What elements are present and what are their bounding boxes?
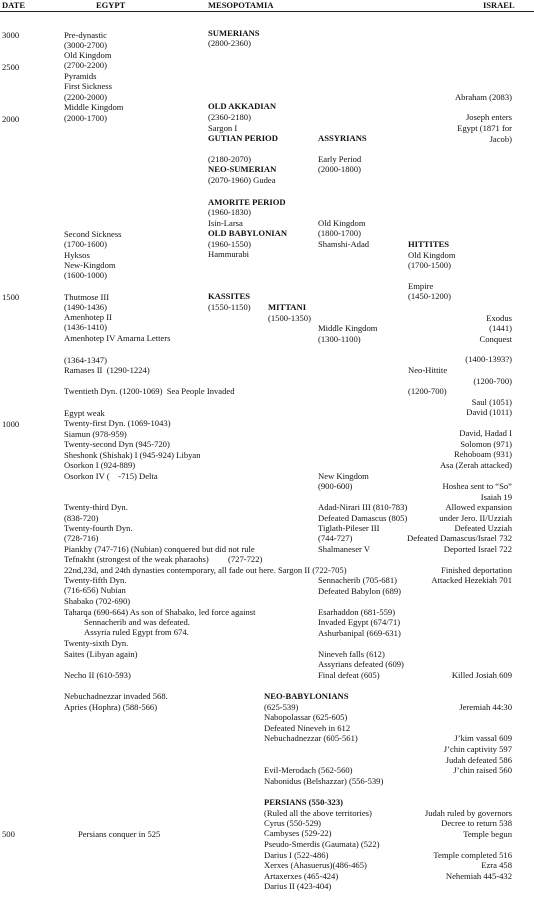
mesopotamia-entry: (2000-1800) <box>318 164 361 174</box>
israel-entry: Defeated Damascus/Israel 732 <box>407 533 512 543</box>
israel-entry: Asa (Zerah attacked) <box>439 460 512 470</box>
mesopotamia-entry: (727-722) <box>228 554 263 564</box>
egypt-entry: Necho II (610-593) <box>64 670 131 680</box>
egypt-entry: Middle Kingdom <box>64 102 124 112</box>
mesopotamia-entry: AMORITE PERIOD <box>208 197 286 207</box>
egypt-entry: Twenty-second Dyn (945-720) <box>64 439 170 449</box>
mesopotamia-entry: Esarhaddon (681-559) <box>318 607 396 617</box>
date-label: 3000 <box>2 30 20 40</box>
egypt-entry: (2200-2000) <box>64 92 107 102</box>
egypt-entry: Twenty-fourth Dyn. <box>64 523 133 533</box>
hittite-entry: (1200-700) <box>408 386 447 396</box>
egypt-entry: New-Kingdom <box>64 260 116 270</box>
mesopotamia-entry: Shalmaneser V <box>318 544 371 554</box>
mesopotamia-entry: Pseudo-Smerdis (Gaumata) (522) <box>264 839 380 849</box>
hittite-entry: Empire <box>408 281 434 291</box>
mesopotamia-entry: NEO-SUMERIAN <box>208 164 277 174</box>
israel-entry: Judah ruled by governors <box>424 808 512 818</box>
egypt-entry: (716-656) Nubian <box>64 585 126 595</box>
egypt-entry: Amenhotep II <box>64 312 112 322</box>
mesopotamia-entry: SUMERIANS <box>208 28 260 38</box>
israel-entry: Ezra 458 <box>481 860 512 870</box>
israel-entry: Jeremiah 44:30 <box>459 702 512 712</box>
egypt-entry: (2700-2200) <box>64 60 107 70</box>
israel-entry: Nehemiah 445-432 <box>445 871 512 881</box>
israel-entry: Killed Josiah 609 <box>451 670 512 680</box>
mesopotamia-entry: Old Kingdom <box>318 218 366 228</box>
israel-entry: David (1011) <box>466 407 512 417</box>
egypt-entry: Osorkon IV ( -715) Delta <box>64 471 158 481</box>
egypt-entry: Hyksos <box>64 250 90 260</box>
mesopotamia-entry: Tiglath-Pileser III <box>318 523 380 533</box>
mesopotamia-entry: (2070-1960) Gudea <box>208 175 276 185</box>
israel-entry: Conquest <box>479 334 512 344</box>
israel-entry: Finished deportation <box>441 565 512 575</box>
egypt-entry: Ramases II (1290-1224) <box>64 365 150 375</box>
israel-entry: Isaiah 19 <box>480 492 512 502</box>
mesopotamia-entry: Artaxerxes (465-424) <box>264 871 339 881</box>
israel-entry: Solomon (971) <box>460 439 512 449</box>
mesopotamia-entry: Final defeat (605) <box>318 670 380 680</box>
mesopotamia-entry: KASSITES <box>208 291 251 301</box>
egypt-entry: (1700-1600) <box>64 239 107 249</box>
header-bar <box>0 0 534 12</box>
mesopotamia-entry: OLD BABYLONIAN <box>208 228 288 238</box>
mesopotamia-entry: (1960-1550) <box>208 239 251 249</box>
mesopotamia-entry: MITTANI <box>268 302 307 312</box>
date-label: 500 <box>2 829 15 839</box>
egypt-entry: Second Sickness <box>64 229 122 239</box>
israel-entry: Deported Israel 722 <box>443 544 512 554</box>
header-egypt: EGYPT <box>96 0 126 10</box>
israel-entry: David, Hadad I <box>459 428 512 438</box>
israel-entry: J’kim vassal 609 <box>454 733 512 743</box>
egypt-entry: Twenty-third Dyn. <box>64 502 128 512</box>
mesopotamia-entry: Nabopolassar (625-605) <box>264 712 348 722</box>
egypt-entry: Saites (Libyan again) <box>64 649 138 659</box>
mesopotamia-entry: ASSYRIANS <box>318 133 367 143</box>
egypt-entry: Tefnakht (strongest of the weak pharaohs) <box>64 554 209 564</box>
egypt-entry: Osorkon I (924-889) <box>64 460 136 470</box>
israel-entry: Rehoboam (931) <box>454 449 512 459</box>
mesopotamia-entry: Darius I (522-486) <box>264 850 329 860</box>
israel-entry: under Jero. II/Uzziah <box>439 513 512 523</box>
israel-entry: Temple completed 516 <box>433 850 512 860</box>
mesopotamia-entry: NEO-BABYLONIANS <box>264 691 349 701</box>
egypt-entry: Egypt weak <box>64 408 105 418</box>
header-date: DATE <box>2 0 25 10</box>
egypt-entry: (1490-1436) <box>64 302 107 312</box>
egypt-entry: Apries (Hophra) (588-566) <box>64 702 158 712</box>
mesopotamia-entry: Nabonidus (Belshazzar) (556-539) <box>264 776 384 786</box>
mesopotamia-entry: (2180-2070) <box>208 154 251 164</box>
mesopotamia-entry: (744-727) <box>318 533 353 543</box>
israel-entry: Jacob) <box>489 134 512 144</box>
hittite-entry: (1450-1200) <box>408 291 451 301</box>
egypt-entry: (1600-1000) <box>64 270 107 280</box>
mesopotamia-entry: OLD AKKADIAN <box>208 101 277 111</box>
israel-entry: Temple begun <box>463 829 512 839</box>
mesopotamia-entry: Invaded Egypt (674/71) <box>318 617 401 627</box>
mesopotamia-entry: New Kingdom <box>318 471 369 481</box>
israel-entry: Abraham (2083) <box>454 92 512 102</box>
israel-entry: (1400-1393?) <box>465 354 512 364</box>
egypt-entry: Twentieth Dyn. (1200-1069) Sea People Invaded <box>64 386 235 396</box>
israel-entry: Saul (1051) <box>471 397 512 407</box>
egypt-entry: First Sickness <box>64 81 112 91</box>
mesopotamia-entry: (1550-1150) <box>208 302 251 312</box>
mesopotamia-entry: GUTIAN PERIOD <box>208 133 278 143</box>
egypt-entry: Sennacherib and was defeated. <box>84 617 190 627</box>
egypt-entry: Taharqa (690-664) As son of Shabako, led force against <box>64 607 256 617</box>
mesopotamia-entry: Defeated Nineveh in 612 <box>264 723 351 733</box>
hittite-entry: (1700-1500) <box>408 260 451 270</box>
mesopotamia-entry: Sennacherib (705-681) <box>318 575 397 585</box>
mesopotamia-entry: (900-600) <box>318 481 353 491</box>
israel-entry: J’chin raised 560 <box>453 765 512 775</box>
egypt-entry: Old Kingdom <box>64 50 112 60</box>
egypt-entry: Amenhotep IV Amarna Letters <box>64 333 171 343</box>
egypt-entry: Piankhy (747-716) (Nubian) conquered but did not rule <box>64 544 255 554</box>
egypt-entry: (2000-1700) <box>64 113 107 123</box>
mesopotamia-entry: (625-539) <box>264 702 299 712</box>
egypt-entry: (1364-1347) <box>64 355 107 365</box>
egypt-entry: Siamun (978-959) <box>64 429 127 439</box>
egypt-entry: (1436-1410) <box>64 322 107 332</box>
mesopotamia-entry: Defeated Babylon (689) <box>318 586 402 596</box>
mesopotamia-entry: Nebuchadnezzar (605-561) <box>264 733 358 743</box>
egypt-entry: Twenty-fifth Dyn. <box>64 575 127 585</box>
egypt-entry: Nebuchadnezzar invaded 568. <box>64 691 168 701</box>
egypt-entry: Thutmose III <box>64 292 110 302</box>
mesopotamia-entry: Cyrus (550-529) <box>264 818 322 828</box>
mesopotamia-entry: Shamshi-Adad <box>318 239 370 249</box>
date-label: 1000 <box>2 419 20 429</box>
mesopotamia-entry: Assyrians defeated (609) <box>318 659 404 669</box>
egypt-entry: Sheshonk (Shishak) I (945-924) Libyan <box>64 450 201 460</box>
mesopotamia-entry: Middle Kingdom <box>318 323 378 333</box>
egypt-entry: Pyramids <box>64 71 97 81</box>
israel-entry: Egypt (1871 for <box>457 123 512 133</box>
mesopotamia-entry: (2800-2360) <box>208 38 251 48</box>
egypt-entry: (728-716) <box>64 533 99 543</box>
date-label: 2500 <box>2 62 20 72</box>
mesopotamia-entry: Adad-Nirari III (810-783) <box>318 502 408 512</box>
mesopotamia-entry: Sargon I <box>208 123 238 133</box>
date-label: 1500 <box>2 292 20 302</box>
israel-entry: (1441) <box>489 323 512 333</box>
mesopotamia-entry: (1800-1700) <box>318 228 361 238</box>
mesopotamia-entry: (2360-2180) <box>208 112 251 122</box>
header-mesopotamia: MESOPOTAMIA <box>208 0 274 10</box>
mesopotamia-entry: Xerxes (Ahasuerus)(486-465) <box>264 860 367 870</box>
israel-entry: Exodus <box>486 313 512 323</box>
egypt-entry: Twenty-sixth Dyn. <box>64 638 129 648</box>
header-israel: ISRAEL <box>483 0 515 10</box>
mesopotamia-entry: (1500-1350) <box>268 313 311 323</box>
hittite-entry: Old Kingdom <box>408 250 456 260</box>
mesopotamia-entry: Defeated Damascus (805) <box>318 513 408 523</box>
israel-entry: Joseph enters <box>465 112 512 122</box>
mesopotamia-entry: Isin-Larsa <box>208 218 243 228</box>
egypt-entry: Twenty-first Dyn. (1069-1043) <box>64 418 171 428</box>
egypt-entry: 22nd,23d, and 24th dynasties contemporary, all fade out here. Sargon II (722-705) <box>64 565 347 575</box>
egypt-entry: Shabako (702-690) <box>64 596 131 606</box>
egypt-entry: (838-720) <box>64 513 99 523</box>
mesopotamia-entry: Cambyses (529-22) <box>264 828 332 838</box>
egypt-entry: Persians conquer in 525 <box>78 829 161 839</box>
egypt-entry: Pre-dynastic <box>64 30 107 40</box>
israel-entry: J’chin captivity 597 <box>443 744 512 754</box>
israel-entry: Allowed expansion <box>445 502 512 512</box>
mesopotamia-entry: Hammurabi <box>208 249 250 259</box>
mesopotamia-entry: Early Period <box>318 154 362 164</box>
mesopotamia-entry: Ashurbanipal (669-631) <box>318 628 401 638</box>
date-label: 2000 <box>2 114 20 124</box>
hittite-entry: HITTITES <box>408 239 450 249</box>
mesopotamia-entry: Darius II (423-404) <box>264 881 332 891</box>
israel-entry: Attacked Hezekiah 701 <box>431 575 512 585</box>
egypt-entry: (3000-2700) <box>64 40 107 50</box>
mesopotamia-entry: Nineveh falls (612) <box>318 649 385 659</box>
mesopotamia-entry: Evil-Merodach (562-560) <box>264 765 353 775</box>
israel-entry: Judah defeated 586 <box>445 755 512 765</box>
egypt-entry: Assyria ruled Egypt from 674. <box>84 627 189 637</box>
israel-entry: (1200-700) <box>473 376 512 386</box>
israel-entry: Decree to return 538 <box>441 818 512 828</box>
mesopotamia-entry: (Ruled all the above territories) <box>264 808 372 818</box>
mesopotamia-entry: (1300-1100) <box>318 334 361 344</box>
hittite-entry: Neo-Hittite <box>408 365 448 375</box>
mesopotamia-entry: PERSIANS (550-323) <box>264 797 344 807</box>
israel-entry: Defeated Uzziah <box>454 523 512 533</box>
israel-entry: Hoshea sent to “So” <box>442 481 512 491</box>
mesopotamia-entry: (1960-1830) <box>208 207 251 217</box>
